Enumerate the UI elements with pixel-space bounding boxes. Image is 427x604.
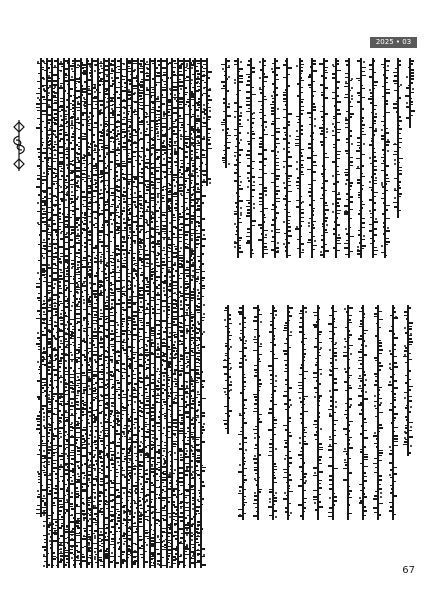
text-column bbox=[386, 305, 401, 520]
text-column bbox=[404, 58, 416, 258]
text-column bbox=[204, 58, 210, 568]
text-column bbox=[295, 305, 310, 520]
text-column bbox=[265, 305, 280, 520]
text-column bbox=[392, 58, 404, 258]
text-column bbox=[280, 305, 295, 520]
text-column bbox=[220, 58, 232, 258]
text-column bbox=[257, 58, 269, 258]
decorative-ornament-icon bbox=[6, 118, 32, 173]
text-column-block-left-top bbox=[220, 58, 416, 258]
text-column bbox=[371, 305, 386, 520]
text-column bbox=[294, 58, 306, 258]
text-column bbox=[310, 305, 325, 520]
text-column-block-right bbox=[38, 58, 210, 568]
text-column bbox=[379, 58, 391, 258]
text-column bbox=[367, 58, 379, 258]
text-column bbox=[343, 58, 355, 258]
text-column bbox=[281, 58, 293, 258]
text-column bbox=[401, 305, 416, 520]
text-column bbox=[341, 305, 356, 520]
text-column bbox=[250, 305, 265, 520]
text-column bbox=[325, 305, 340, 520]
issue-badge: 2025 • 03 bbox=[370, 37, 417, 48]
text-column bbox=[269, 58, 281, 258]
text-column bbox=[330, 58, 342, 258]
text-column bbox=[232, 58, 244, 258]
text-column bbox=[306, 58, 318, 258]
text-column bbox=[245, 58, 257, 258]
text-column bbox=[220, 305, 235, 520]
text-column-block-left-bottom bbox=[220, 305, 416, 520]
text-column bbox=[355, 58, 367, 258]
text-column bbox=[356, 305, 371, 520]
text-column bbox=[318, 58, 330, 258]
page-number: 67 bbox=[402, 565, 415, 576]
text-column bbox=[235, 305, 250, 520]
